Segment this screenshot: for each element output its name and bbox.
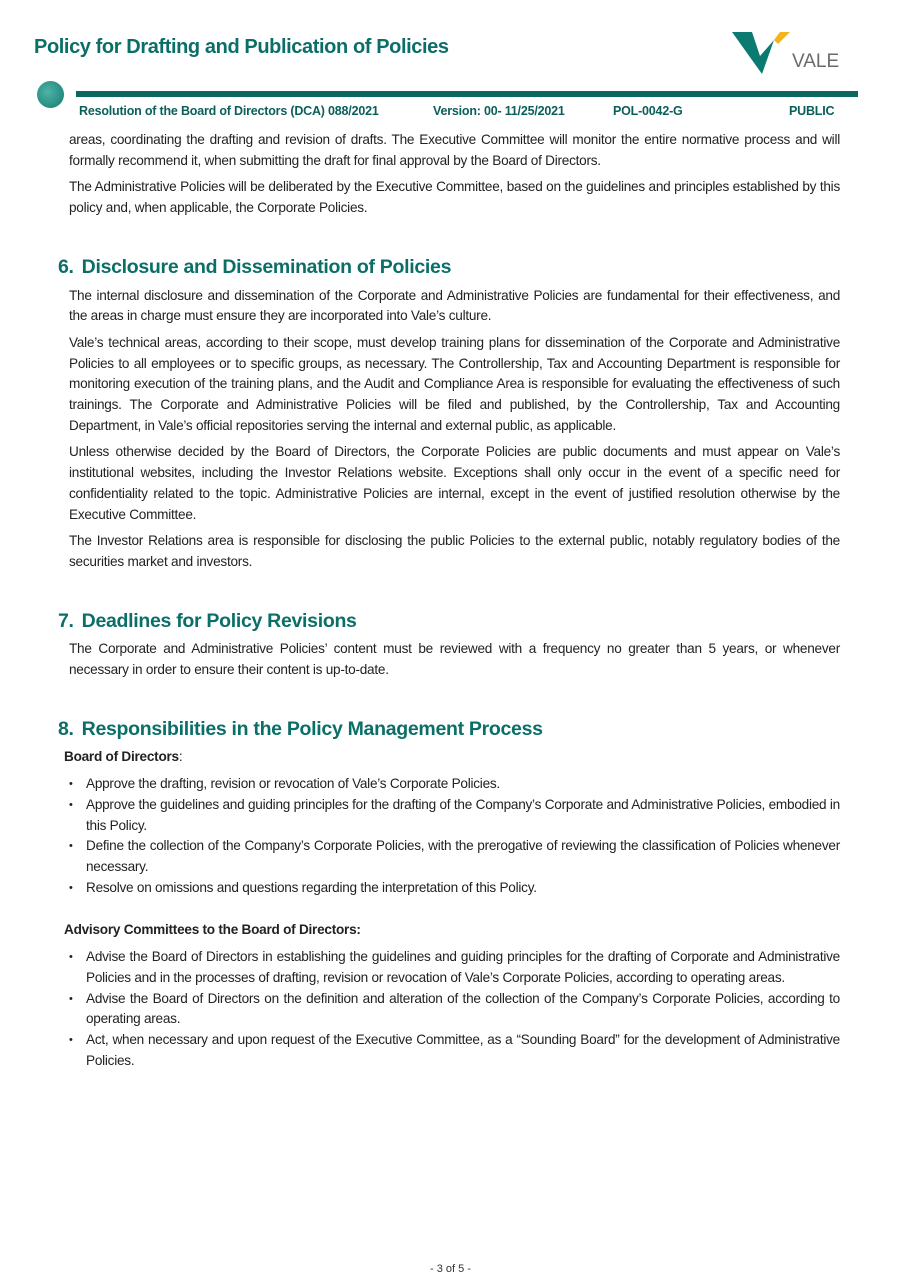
logo-text: VALE [792, 51, 840, 72]
list-item: • Approve the guidelines and guiding principles for the drafting of the Company’s Corporate and Administrative Policies, embodied in this Policy. [86, 795, 840, 836]
paragraph: The Corporate and Administrative Policies’ content must be reviewed with a frequency no greater than 5 years, or whenever necessary in order to ensure their content is up-to-date. [69, 641, 840, 678]
advisory-heading: Advisory Committees to the Board of Directors: [64, 922, 361, 938]
list-item: • Act, when necessary and upon request of the Executive Committee, as a “Sounding Board” for the development of Administrative Policies. [86, 1030, 840, 1071]
page-number: - 3 of 5 - [430, 1263, 471, 1275]
classification-label: PUBLIC [789, 104, 835, 118]
policy-code: POL-0042-G [613, 104, 683, 118]
document-title: Policy for Drafting and Publication of Policies [34, 36, 449, 58]
paragraph: areas, coordinating the drafting and revision of drafts. The Executive Committee will monitor the entire normative process and will formally recommend it, when submitting the draft for final approval by the Board of Directors. [69, 132, 840, 168]
version-label: Version: 00- 11/25/2021 [433, 104, 565, 118]
vale-logo [730, 30, 850, 78]
globe-icon [37, 81, 64, 108]
header-divider [76, 91, 858, 97]
section-heading-7: 7. Deadlines for Policy Revisions [58, 609, 357, 632]
board-heading: Board of Directors: [64, 749, 183, 765]
paragraph: The internal disclosure and dissemination of the Corporate and Administrative Policies are fundamental for their effectiveness, and the areas in charge must ensure they are incorporated into Vale’s culture. [69, 287, 840, 324]
advisory-list [69, 947, 840, 1071]
section-heading-8: 8. Responsibilities in the Policy Management Process [58, 717, 543, 740]
document-body [58, 130, 840, 1071]
paragraph: Vale’s technical areas, according to their scope, must develop training plans for dissemination of the Corporate and Administrative Policies to all employees or to specific groups, as necessary. The Controllership, Tax and Accounting Department is responsible for monitoring execution of the training plans, and the Audit and Compliance Area is responsible for evaluating the effectiveness of such trainings. The Corporate and Administrative Policies will be filed and published, by the Controllership, Tax and Accounting Department, in Vale’s official repositories serving the internal and external public, as applicable. [69, 334, 840, 433]
list-item: • Define the collection of the Company’s Corporate Policies, with the prerogative of reviewing the classification of Policies whenever necessary. [86, 836, 840, 877]
paragraph: Unless otherwise decided by the Board of Directors, the Corporate Policies are public documents and must appear on Vale’s institutional websites, including the Investor Relations website. Exceptions shall only occur in the event of a specific need for confidentiality related to the topic. Administrative Policies are internal, except in the event of justified resolution otherwise by the Executive Committee. [69, 444, 840, 522]
board-list [69, 774, 840, 898]
list-item: • Approve the drafting, revision or revocation of Vale’s Corporate Policies. [86, 774, 840, 795]
list-item: • Resolve on omissions and questions regarding the interpretation of this Policy. [86, 878, 840, 899]
resolution-label: Resolution of the Board of Directors (DCA) 088/2021 [79, 104, 379, 118]
list-item: • Advise the Board of Directors in establishing the guidelines and guiding principles for the drafting of Corporate and Administrative Policies and in the processes of drafting, revision or revocation of Vale’s Corporate Policies, according to operating areas. [86, 947, 840, 988]
list-item: • Advise the Board of Directors on the definition and alteration of the collection of the Company’s Corporate Policies, according to operating areas. [86, 989, 840, 1030]
section-heading-6: 6. Disclosure and Dissemination of Policies [58, 255, 452, 278]
paragraph: The Administrative Policies will be deliberated by the Executive Committee, based on the guidelines and principles established by this policy and, when applicable, the Corporate Policies. [69, 179, 840, 216]
paragraph: The Investor Relations area is responsible for disclosing the public Policies to the external public, notably regulatory bodies of the securities market and investors. [69, 533, 840, 569]
